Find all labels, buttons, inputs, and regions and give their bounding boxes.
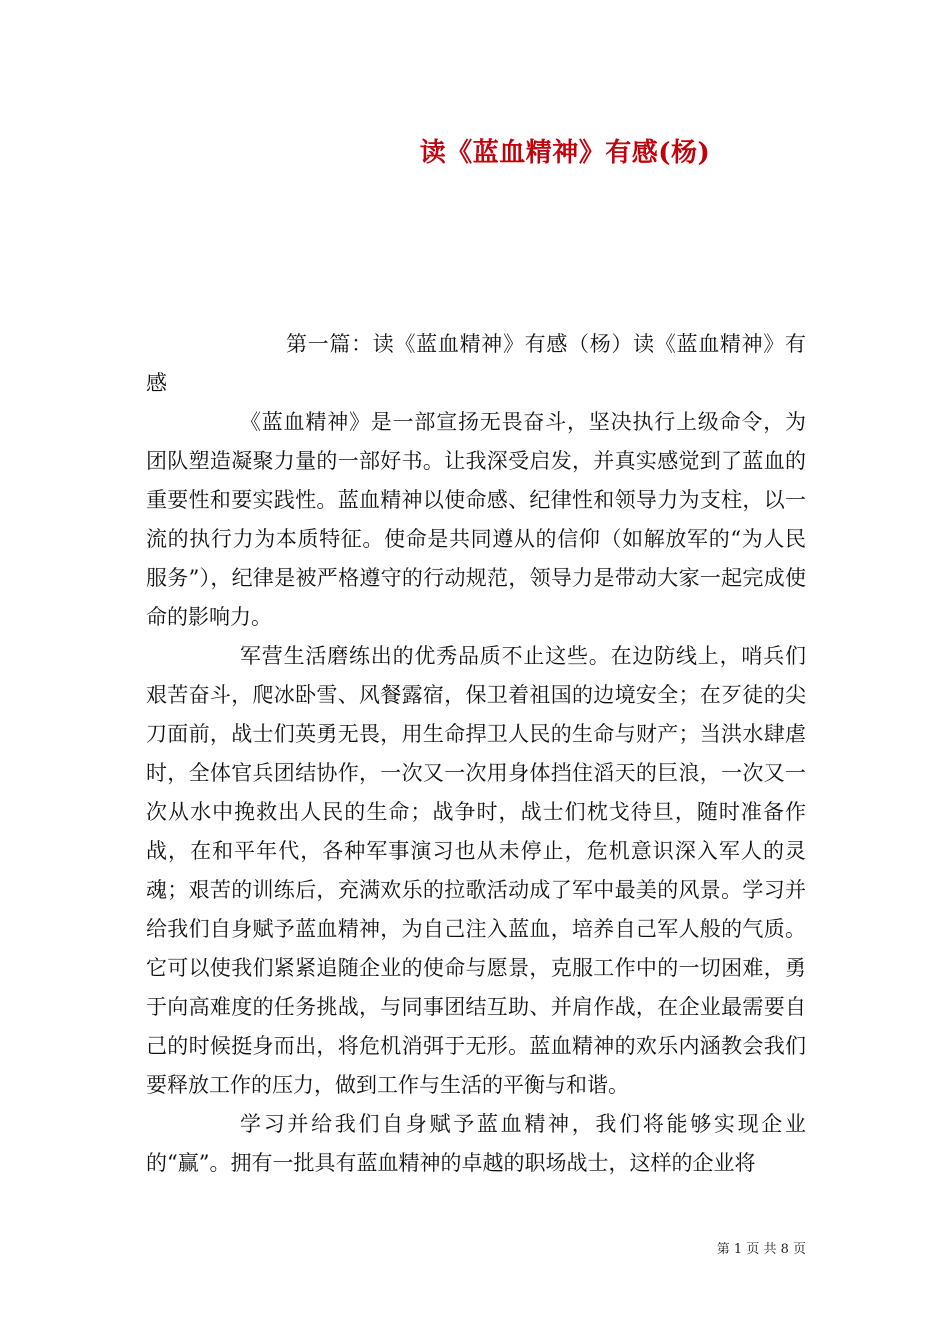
paragraph: 学习并给我们自身赋予蓝血精神，我们将能够实现企业的“赢”。拥有一批具有蓝血精神的卓越的职场战士，这样的企业将 [146,1112,806,1175]
paragraph: 《蓝血精神》是一部宣扬无畏奋斗，坚决执行上级命令，为团队塑造凝聚力量的一部好书。让我深受启发，并真实感觉到了蓝血的重要性和要实践性。蓝血精神以使命感、纪律性和领导力为支柱，以一流的执行力为本质特征。使命是共同遵从的信仰（如解放军的“为人民服务”），纪律是被严格遵守的行动规范，领导力是带动大家一起完成使命的影响力。 [146,410,806,629]
paragraph-heading: 第一篇：读《蓝血精神》有感（杨）读《蓝血精神》有感 [146,332,806,395]
document-body [146,325,806,1183]
document-title: 读《蓝血精神》有感(杨) [419,138,711,168]
paragraph: 军营生活磨练出的优秀品质不止这些。在边防线上，哨兵们艰苦奋斗，爬冰卧雪、风餐露宿，保卫着祖国的边境安全；在歹徒的尖刀面前，战士们英勇无畏，用生命捍卫人民的生命与财产；当洪水肆虐时，全体官兵团结协作，一次又一次用身体挡住滔天的巨浪，一次又一次从水中挽救出人民的生命；战争时，战士们枕戈待旦，随时准备作战，在和平年代，各种军事演习也从未停止，危机意识深入军人的灵魂；艰苦的训练后，充满欢乐的拉歌活动成了军中最美的风景。学习并给我们自身赋予蓝血精神，为自己注入蓝血，培养自己军人般的气质。它可以使我们紧紧追随企业的使命与愿景，克服工作中的一切困难，勇于向高难度的任务挑战，与同事团结互助、并肩作战，在企业最需要自己的时候挺身而出，将危机消弭于无形。蓝血精神的欢乐内涵教会我们要释放工作的压力，做到工作与生活的平衡与和谐。 [146,644,806,1097]
page-number: 第 1 页 共 8 页 [716,1242,806,1257]
